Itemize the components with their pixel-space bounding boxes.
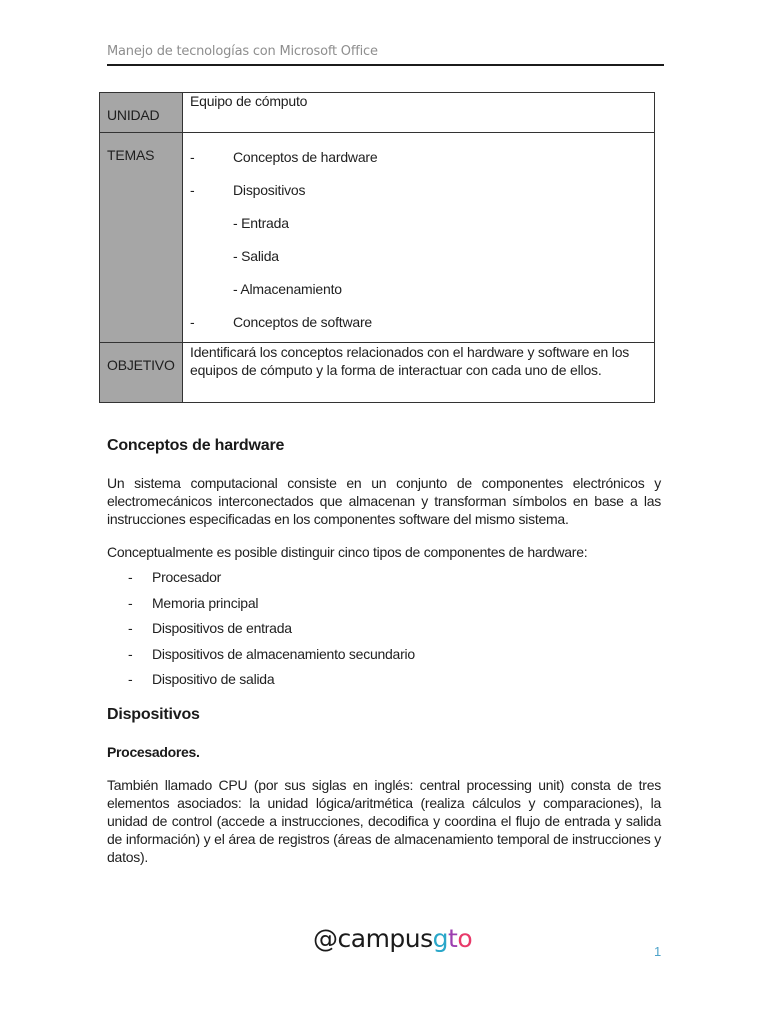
tema-item: - Dispositivos bbox=[190, 182, 306, 198]
section-heading-hardware: Conceptos de hardware bbox=[107, 437, 285, 454]
section-heading-dispositivos: Dispositivos bbox=[107, 706, 200, 723]
temas-list bbox=[183, 133, 655, 343]
unidad-label: UNIDAD bbox=[100, 93, 183, 133]
page-number: 1 bbox=[654, 944, 662, 959]
tema-item: - Conceptos de software bbox=[190, 314, 372, 330]
objetivo-label: OBJETIVO bbox=[100, 343, 183, 403]
tema-subitem: - Salida bbox=[233, 248, 279, 264]
unidad-value: Equipo de cómputo bbox=[183, 93, 655, 133]
unit-table bbox=[99, 92, 655, 403]
paragraph-hardware-intro: Un sistema computacional consiste en un conjunto de componentes electrónicos y electromecánicos interconectados que almacenan y transforman símbolos en base a las instrucciones especificadas en los componentes software del mismo sistema. bbox=[107, 475, 661, 527]
campusgto-logo: @campusgto bbox=[313, 924, 473, 953]
tema-item: - Conceptos de hardware bbox=[190, 149, 378, 165]
tema-subitem: - Entrada bbox=[233, 215, 289, 231]
header-rule bbox=[107, 64, 664, 66]
running-header: Manejo de tecnologías con Microsoft Office bbox=[107, 44, 378, 59]
subheading-procesadores: Procesadores. bbox=[107, 744, 200, 760]
temas-label: TEMAS bbox=[100, 133, 183, 343]
objetivo-value: Identificará los conceptos relacionados con el hardware y software en los equipos de cómputo y la forma de interactuar con cada uno de ellos. bbox=[183, 343, 655, 403]
paragraph-hardware-types: Conceptualmente es posible distinguir cinco tipos de componentes de hardware: bbox=[107, 544, 588, 560]
paragraph-procesadores: También llamado CPU (por sus siglas en inglés: central processing unit) consta de tres elementos asociados: la unidad lógica/aritmética (realiza cálculos y comparaciones), la unidad de control (accede a instrucciones, decodifica y coordina el flujo de entrada y salida de información) y el área de registros (áreas de almacenamiento temporal de instrucciones y datos). bbox=[107, 777, 661, 865]
tema-subitem: - Almacenamiento bbox=[233, 281, 342, 297]
